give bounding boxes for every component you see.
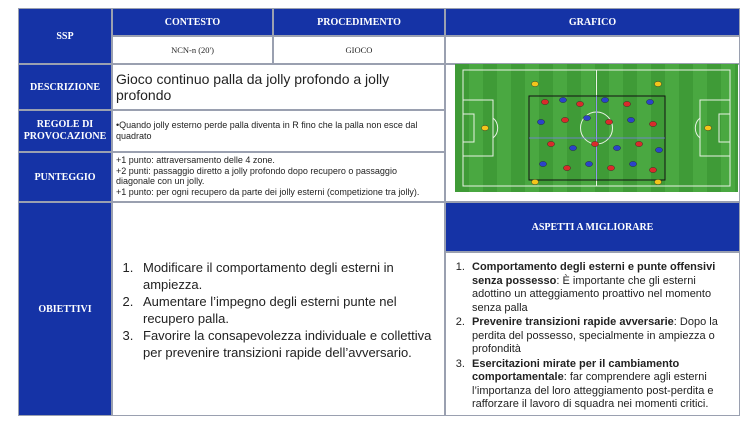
- punteggio-line: diagonale con un jolly.: [116, 176, 205, 186]
- punteggio-label: PUNTEGGIO: [18, 152, 112, 202]
- player-marker: [629, 161, 636, 166]
- obiettivo-item: 2. Aumentare l’impegno degli esterni punte nel recupero palla.: [137, 293, 436, 327]
- player-marker: [537, 119, 544, 124]
- aspetto-item: [468, 358, 733, 412]
- obiettivo-item: 1. Modificare il comportamento degli esterni in ampiezza.: [137, 259, 436, 293]
- contesto-header: CONTESTO: [112, 8, 273, 36]
- player-marker: [635, 141, 642, 146]
- regole-text: •Quando jolly esterno perde palla diventa in R fino che la palla non esce dal quadrato: [112, 110, 445, 152]
- descrizione-text: Gioco continuo palla da jolly profondo a jolly profondo: [112, 64, 445, 110]
- obiettivo-item: 3. Favorire la consapevolezza individuale e collettiva per prevenire transizioni rapide dell’avversario.: [137, 327, 436, 361]
- punteggio-line: +2 punti: passaggio diretto a jolly profondo dopo recupero o passaggio: [116, 165, 397, 176]
- procedimento-header: PROCEDIMENTO: [273, 8, 445, 36]
- jolly-player-marker: [654, 81, 661, 86]
- player-marker: [585, 161, 592, 166]
- aspetto-title: Esercitazioni mirate per il cambiamento comportamentale: [472, 357, 680, 383]
- player-marker: [649, 121, 656, 126]
- player-marker: [583, 115, 590, 120]
- procedimento-value: GIOCO: [273, 36, 445, 64]
- pitch-diagram: [455, 64, 738, 192]
- player-marker: [605, 119, 612, 124]
- regole-label: REGOLE DI PROVOCAZIONE: [18, 110, 112, 152]
- jolly-player-marker: [531, 81, 538, 86]
- player-marker: [569, 145, 576, 150]
- jolly-player-marker: [531, 179, 538, 184]
- punteggio-text: [112, 152, 445, 202]
- player-marker: [601, 97, 608, 102]
- jolly-player-marker: [704, 125, 711, 130]
- aspetto-title: Comportamento degli esterni e punte offensivi senza possesso: [472, 261, 716, 287]
- player-marker: [591, 141, 598, 146]
- player-marker: [655, 147, 662, 152]
- aspetto-text: : far comprendere agli esterni l’importanza del loro atteggiamento post-perdita e rafforzare il lavoro di squadra nei momenti critici.: [472, 371, 714, 410]
- player-marker: [576, 101, 583, 106]
- aspetto-text: : È importante che gli esterni adottino un atteggiamento proattivo nel momento senza palla: [472, 274, 712, 314]
- player-marker: [563, 165, 570, 170]
- aspetti-header: ASPETTI A MIGLIORARE: [445, 202, 740, 252]
- aspetto-text: : Dopo la perdita del possesso, specialmente in ampiezza o profondità: [472, 316, 718, 355]
- aspetto-item: [468, 316, 733, 357]
- aspetti-list: [445, 252, 740, 416]
- contesto-value: NCN-n (20'): [112, 36, 273, 64]
- player-marker: [646, 99, 653, 104]
- player-marker: [649, 167, 656, 172]
- player-marker: [541, 99, 548, 104]
- player-marker: [559, 97, 566, 102]
- punteggio-line: +1 punto: attraversamento delle 4 zone.: [116, 155, 275, 165]
- ssp-header: SSP: [18, 8, 112, 64]
- player-marker: [627, 117, 634, 122]
- obiettivi-label: OBIETTIVI: [18, 202, 112, 416]
- player-marker: [623, 101, 630, 106]
- player-marker: [607, 165, 614, 170]
- pitch-svg: [455, 64, 738, 192]
- descrizione-label: DESCRIZIONE: [18, 64, 112, 110]
- aspetto-title: Prevenire transizioni rapide avversarie: [472, 316, 674, 328]
- player-marker: [547, 141, 554, 146]
- jolly-player-marker: [654, 179, 661, 184]
- obiettivi-list: [112, 202, 445, 416]
- jolly-player-marker: [481, 125, 488, 130]
- grafico-header: GRAFICO: [445, 8, 740, 36]
- aspetto-item: [468, 261, 733, 315]
- player-marker: [539, 161, 546, 166]
- player-marker: [561, 117, 568, 122]
- player-marker: [613, 145, 620, 150]
- grafico-top-empty: [445, 36, 740, 64]
- punteggio-line: +1 punto: per ogni recupero da parte dei jolly esterni (competizione tra jolly).: [116, 186, 420, 197]
